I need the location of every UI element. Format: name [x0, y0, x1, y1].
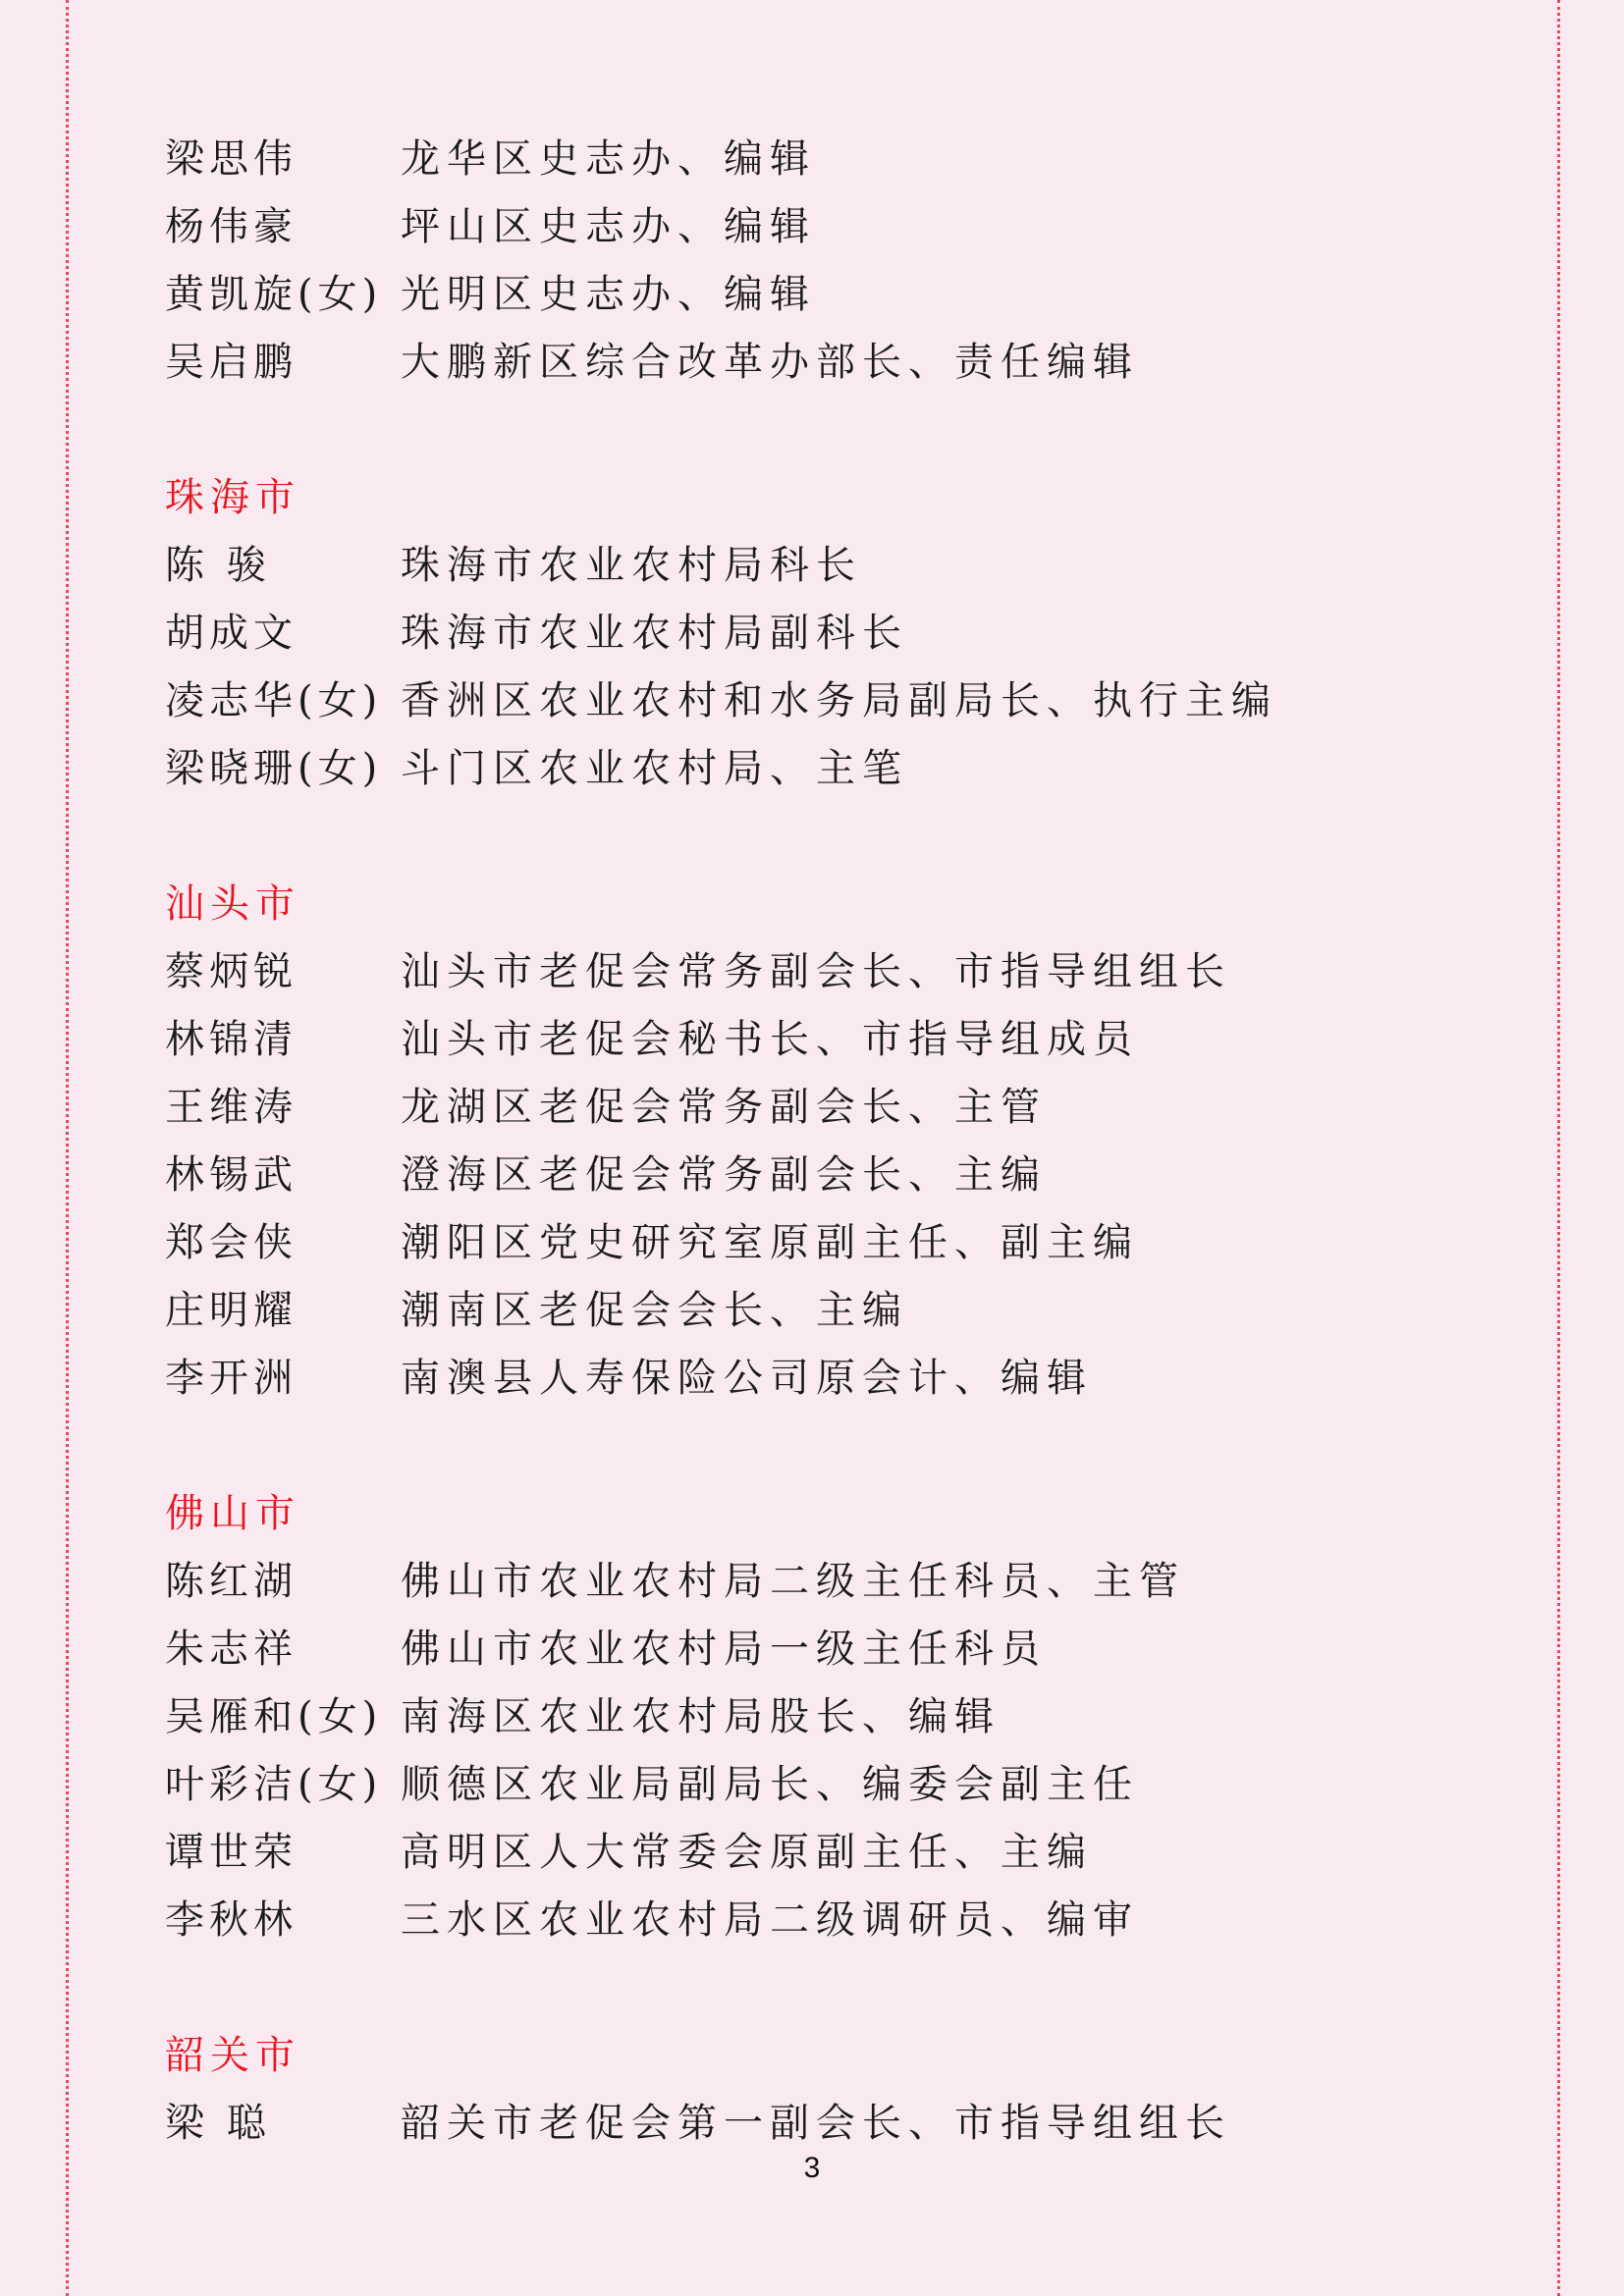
member-role: 潮南区老促会会长、主编: [401, 1288, 908, 1333]
member-row: [165, 126, 1520, 193]
member-role: 龙华区史志办、编辑: [401, 136, 816, 182]
member-row: [165, 1548, 1520, 1616]
member-name: 杨伟豪: [165, 204, 298, 249]
member-name: 朱志祥: [165, 1627, 298, 1672]
member-name: 梁晓珊(女): [165, 746, 383, 791]
member-row: [165, 329, 1520, 397]
member-name: 郑会侠: [165, 1220, 298, 1265]
member-name: 李秋林: [165, 1897, 298, 1943]
section: [165, 1480, 1520, 1954]
member-name: 梁思伟: [165, 136, 298, 182]
member-name: 黄凯旋(女): [165, 272, 383, 317]
member-name: 叶彩洁(女): [165, 1762, 383, 1807]
member-name: 王维涛: [165, 1085, 298, 1130]
member-row: [165, 1074, 1520, 1142]
member-row: [165, 2090, 1520, 2158]
member-name: 陈红湖: [165, 1559, 298, 1604]
member-name: 梁 聪: [165, 2101, 271, 2146]
section-title: 佛山市: [165, 1491, 300, 1536]
member-row: [165, 1209, 1520, 1277]
right-dotted-border: [1557, 0, 1560, 2296]
member-role: 汕头市老促会常务副会长、市指导组组长: [401, 949, 1231, 994]
member-name: 林锡武: [165, 1152, 298, 1198]
member-name: 吴启鹏: [165, 340, 298, 385]
member-row: [165, 1277, 1520, 1345]
section: [165, 464, 1520, 803]
member-row: [165, 1616, 1520, 1683]
member-row: [165, 667, 1520, 735]
member-role: 光明区史志办、编辑: [401, 272, 816, 317]
member-role: 高明区人大常委会原副主任、主编: [401, 1830, 1093, 1875]
member-role: 龙湖区老促会常务副会长、主管: [401, 1085, 1047, 1130]
member-row: [165, 1142, 1520, 1209]
section-title: 珠海市: [165, 475, 300, 520]
member-role: 香洲区农业农村和水务局副局长、执行主编: [401, 678, 1277, 723]
member-role: 坪山区史志办、编辑: [401, 204, 816, 249]
member-name: 凌志华(女): [165, 678, 383, 723]
member-role: 韶关市老促会第一副会长、市指导组组长: [401, 2101, 1231, 2146]
member-name: 陈 骏: [165, 543, 271, 588]
member-name: 胡成文: [165, 611, 298, 656]
member-row: [165, 1345, 1520, 1413]
member-row: [165, 1819, 1520, 1887]
section-title: 汕头市: [165, 881, 300, 927]
member-row: [165, 600, 1520, 667]
member-name: 蔡炳锐: [165, 949, 298, 994]
member-role: 佛山市农业农村局一级主任科员: [401, 1627, 1047, 1672]
member-row: [165, 261, 1520, 329]
member-role: 三水区农业农村局二级调研员、编审: [401, 1897, 1139, 1943]
member-row: [165, 938, 1520, 1006]
member-row: [165, 193, 1520, 261]
member-role: 南海区农业农村局股长、编辑: [401, 1694, 1001, 1739]
member-row: [165, 532, 1520, 600]
member-row: [165, 1006, 1520, 1074]
roster-content: [165, 126, 1520, 2158]
member-row: [165, 1683, 1520, 1751]
member-role: 潮阳区党史研究室原副主任、副主编: [401, 1220, 1139, 1265]
member-role: 顺德区农业局副局长、编委会副主任: [401, 1762, 1139, 1807]
member-row: [165, 735, 1520, 803]
section: [165, 871, 1520, 1413]
left-dotted-border: [66, 0, 69, 2296]
member-role: 佛山市农业农村局二级主任科员、主管: [401, 1559, 1185, 1604]
member-role: 珠海市农业农村局副科长: [401, 611, 908, 656]
member-name: 林锦清: [165, 1017, 298, 1062]
member-name: 庄明耀: [165, 1288, 298, 1333]
member-role: 澄海区老促会常务副会长、主编: [401, 1152, 1047, 1198]
member-role: 斗门区农业农村局、主笔: [401, 746, 908, 791]
member-name: 吴雁和(女): [165, 1694, 383, 1739]
member-row: [165, 1751, 1520, 1819]
member-role: 珠海市农业农村局科长: [401, 543, 862, 588]
member-role: 大鹏新区综合改革办部长、责任编辑: [401, 340, 1139, 385]
member-name: 谭世荣: [165, 1830, 298, 1875]
section: [165, 2022, 1520, 2158]
section-title: 韶关市: [165, 2033, 300, 2078]
member-name: 李开洲: [165, 1356, 298, 1401]
page-number: 3: [803, 2152, 821, 2184]
member-row: [165, 1887, 1520, 1954]
member-role: 汕头市老促会秘书长、市指导组成员: [401, 1017, 1139, 1062]
section: [165, 126, 1520, 397]
member-role: 南澳县人寿保险公司原会计、编辑: [401, 1356, 1093, 1401]
